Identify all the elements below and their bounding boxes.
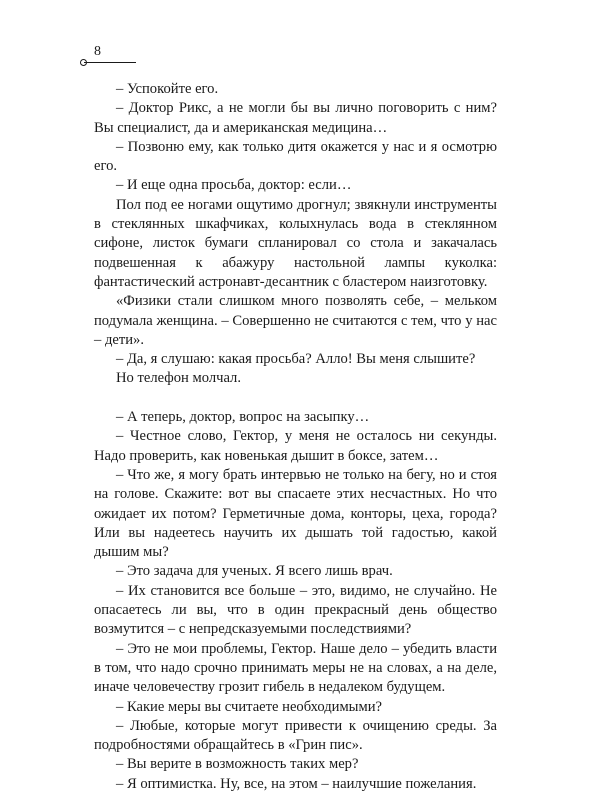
paragraph: – Доктор Рикс, а не могли бы вы лично поговорить с ним? Вы специалист, да и американская медицина… — [94, 100, 497, 136]
paragraph: – Что же, я могу брать интервью не только на бегу, но и стоя на голове. Скажите: вот вы спасаете этих несчастных. Но что ожидает их потом? Герметичные дома, конторы, цеха, города? Или вы надеетесь научить их дышать той гадостью, какой дышим мы? — [94, 466, 497, 561]
paragraph: – Их становится все больше – это, видимо, не случайно. Не опасаетесь ли вы, что в один прекрасный день общество возмутится – с непредсказуемыми последствиями? — [94, 582, 497, 638]
paragraph: – Вы верите в возможность таких мер? — [116, 756, 359, 773]
paragraph: – Какие меры вы считаете необходимыми? — [116, 698, 383, 715]
page-body — [94, 80, 497, 794]
paragraph: – А теперь, доктор, вопрос на засыпку… — [116, 409, 370, 426]
paragraph: Пол под ее ногами ощутимо дрогнул; звякнули инструменты в стеклянных шкафчиках, колыхнулась вода в стеклянном сифоне, листок бумаги спланировал со стола и закачалась подвешенная к абажуру настольной лампы куколка: фантастический астронавт-десантник с бластером наизготовку. — [94, 196, 497, 290]
paragraph: – Честное слово, Гектор, у меня не осталось ни секунды. Надо проверить, как новенькая дышит в боксе, затем… — [94, 428, 497, 464]
paragraph: – Позвоню ему, как только дитя окажется у нас и я осмотрю его. — [94, 138, 497, 175]
page-number: 8 — [94, 44, 101, 59]
paragraph: – Я оптимистка. Ну, все, на этом – наилучшие пожелания. — [116, 775, 477, 792]
paragraph: – Успокойте его. — [116, 81, 219, 97]
section-break — [94, 389, 497, 408]
paragraph: – Это не мои проблемы, Гектор. Наше дело – убедить власти в том, что надо срочно принимать меры не на словах, а на деле, иначе человечеству грозит гибель в недалеком будущем. — [94, 640, 497, 696]
paragraph: «Физики стали слишком много позволять себе, – мельком подумала женщина. – Совершенно не считаются с тем, что у нас – дети». — [94, 293, 497, 348]
paragraph: Но телефон молчал. — [116, 370, 241, 387]
paragraph: – Любые, которые могут привести к очищению среды. За подробностями обращайтесь в «Грин пис». — [94, 717, 497, 754]
header-rule — [84, 62, 136, 63]
paragraph: – И еще одна просьба, доктор: если… — [116, 177, 352, 194]
paragraph: – Это задача для ученых. Я всего лишь врач. — [116, 563, 393, 580]
paragraph: – Да, я слушаю: какая просьба? Алло! Вы меня слышите? — [116, 351, 476, 368]
